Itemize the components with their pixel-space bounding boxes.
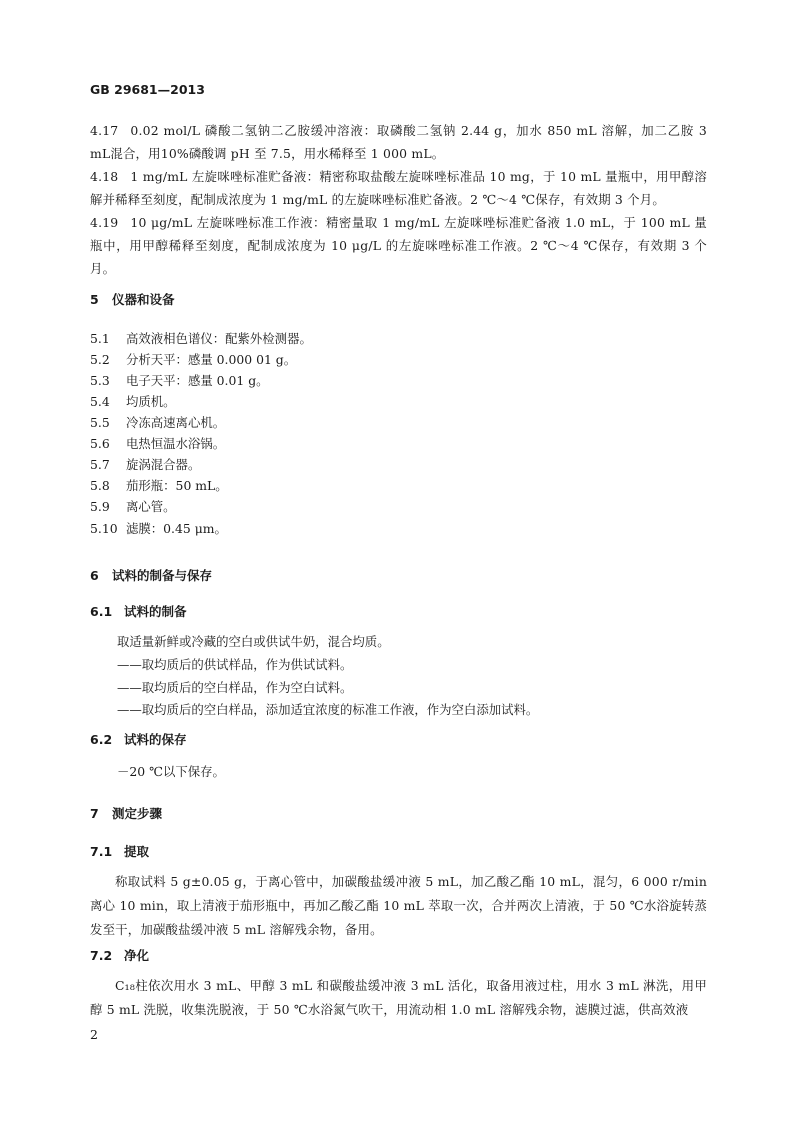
section-7-heading (90, 804, 162, 822)
clause-text: 1 mg/mL 左旋咪唑标准贮备液：精密称取盐酸左旋咪唑标准品 10 mg，于 10 mL 量瓶中，用甲醇溶解并稀释至刻度，配制成浓度为 1 mg/mL 的左旋咪唑标准贮备液。2 ℃～4 ℃保存，有效期 3 个月。 (90, 169, 707, 207)
clause-number: 4.17 (90, 123, 119, 138)
equipment-item (90, 518, 227, 539)
page-header: GB 29681—2013 (90, 82, 205, 97)
preparation-intro: 取适量新鲜或冷藏的空白或供试牛奶，混合均质。 (117, 634, 390, 649)
page-number: 2 (90, 1027, 98, 1042)
equipment-item (90, 454, 200, 475)
section-6-1-heading (90, 602, 187, 620)
clause-4-19 (90, 211, 707, 280)
subsection-number: 6.2 (90, 732, 113, 747)
subsection-number: 7.1 (90, 844, 113, 859)
equipment-item (90, 328, 312, 349)
section-title: 试料的制备与保存 (112, 568, 213, 583)
preparation-dash-item: ——取均质后的供试样品，作为供试试料。 (117, 657, 353, 672)
equipment-item (90, 412, 225, 433)
item-number: 5.9 (90, 499, 110, 514)
section-6-heading (90, 566, 212, 584)
item-text: 冷冻高速离心机。 (126, 415, 226, 430)
section-7-2-heading (90, 946, 149, 964)
item-text: 均质机。 (126, 394, 176, 409)
item-number: 5.1 (90, 331, 110, 346)
preparation-dash-item: ——取均质后的空白样品，作为空白试料。 (117, 680, 353, 695)
clause-text: 10 μg/mL 左旋咪唑标准工作液：精密量取 1 mg/mL 左旋咪唑标准贮备液 1.0 mL，于 100 mL 量瓶中，用甲醇稀释至刻度，配制成浓度为 10 μg/L 的左旋咪唑标准工作液。2 ℃～4 ℃保存，有效期 3 个月。 (90, 215, 707, 276)
equipment-item (90, 349, 296, 370)
section-7-1-heading (90, 842, 149, 860)
item-text: 分析天平：感量 0.000 01 g。 (126, 352, 297, 367)
item-number: 5.10 (90, 521, 118, 536)
storage-text: －20 ℃以下保存。 (117, 764, 225, 779)
subsection-number: 7.2 (90, 948, 113, 963)
section-title: 测定步骤 (112, 806, 163, 821)
subsection-title: 提取 (124, 844, 150, 859)
item-text: 高效液相色谱仪：配紫外检测器。 (126, 331, 312, 346)
item-number: 5.3 (90, 373, 110, 388)
item-text: 茄形瓶：50 mL。 (126, 478, 228, 493)
item-text: 滤膜：0.45 μm。 (126, 521, 227, 536)
purification-paragraph: C₁₈柱依次用水 3 mL、甲醇 3 mL 和碳酸盐缓冲液 3 mL 活化，取备用液过柱，用水 3 mL 淋洗，用甲醇 5 mL 洗脱，收集洗脱液，于 50 ℃水浴氮气吹干，用流动相 1.0 mL 溶解残余物，滤膜过滤，供高效液 (90, 978, 707, 1017)
section-title: 仪器和设备 (112, 292, 175, 307)
clause-4-17 (90, 119, 707, 165)
section-6-2-heading (90, 730, 187, 748)
equipment-item (90, 433, 225, 454)
clause-text: 0.02 mol/L 磷酸二氢钠二乙胺缓冲溶液：取磷酸二氢钠 2.44 g，加水 850 mL 溶解，加二乙胺 3 mL混合，用10%磷酸调 pH 至 7.5，用水稀释至 1 000 mL。 (90, 123, 707, 161)
equipment-item (90, 370, 269, 391)
item-number: 5.2 (90, 352, 110, 367)
subsection-number: 6.1 (90, 604, 113, 619)
subsection-title: 试料的保存 (124, 732, 187, 747)
item-number: 5.8 (90, 478, 110, 493)
item-number: 5.6 (90, 436, 110, 451)
section-number: 6 (90, 568, 99, 583)
clause-4-18 (90, 165, 707, 211)
item-text: 离心管。 (126, 499, 176, 514)
clause-number: 4.19 (90, 215, 119, 230)
extraction-paragraph: 称取试料 5 g±0.05 g，于离心管中，加碳酸盐缓冲液 5 mL，加乙酸乙酯 10 mL，混匀，6 000 r/min 离心 10 min，取上清液于茄形瓶中，再加乙酸乙酯 10 mL 萃取一次，合并两次上清液，于 50 ℃水浴旋转蒸发至干，加碳酸盐缓冲液 5 mL 溶解残余物，备用。 (90, 874, 707, 937)
subsection-title: 净化 (124, 948, 150, 963)
section-number: 7 (90, 806, 99, 821)
equipment-item (90, 496, 176, 517)
item-text: 电热恒温水浴锅。 (126, 436, 226, 451)
section-5-heading (90, 290, 175, 308)
clause-number: 4.18 (90, 169, 119, 184)
item-text: 电子天平：感量 0.01 g。 (126, 373, 269, 388)
item-number: 5.7 (90, 457, 110, 472)
equipment-item (90, 391, 176, 412)
item-number: 5.5 (90, 415, 110, 430)
subsection-title: 试料的制备 (124, 604, 187, 619)
item-text: 旋涡混合器。 (126, 457, 201, 472)
equipment-item (90, 475, 228, 496)
preparation-dash-item: ——取均质后的空白样品，添加适宜浓度的标准工作液，作为空白添加试料。 (117, 702, 539, 717)
section-number: 5 (90, 292, 99, 307)
item-number: 5.4 (90, 394, 110, 409)
